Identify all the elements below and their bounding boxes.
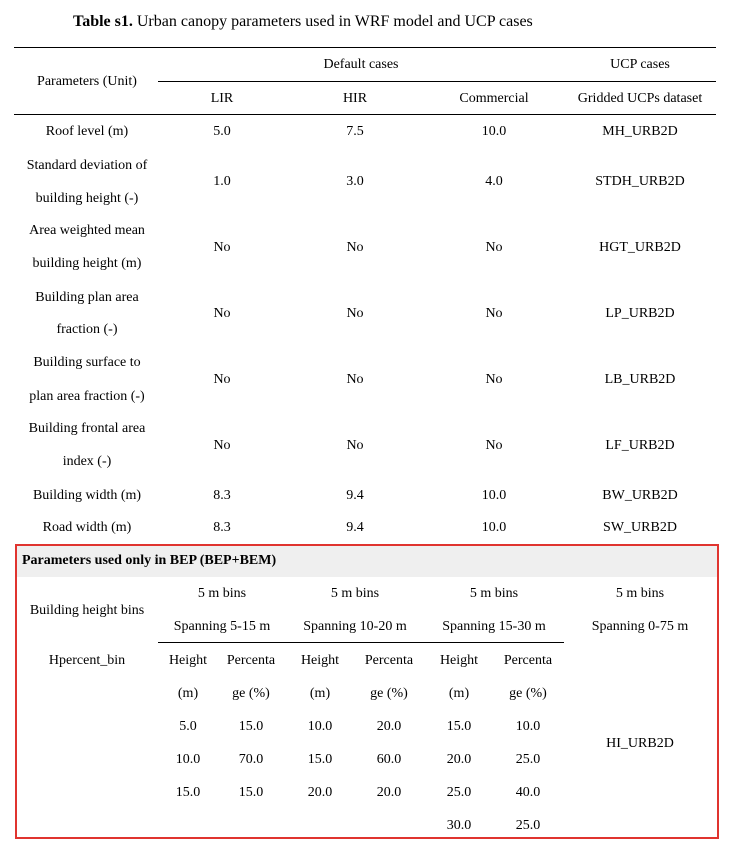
bep-cell: 10.0 (175, 752, 201, 767)
bep-cell: 10.0 (515, 719, 541, 734)
bep-cell: 20.0 (376, 719, 402, 734)
top-rule (14, 47, 716, 48)
param-name: Building frontal area (28, 421, 146, 436)
value-commercial: No (485, 438, 503, 453)
param-name-cont: index (-) (62, 454, 112, 469)
bep-subhead: Percenta (503, 653, 553, 668)
bep-cell: 70.0 (238, 752, 264, 767)
value-hir: 3.0 (346, 174, 364, 189)
column-header-commercial: Commercial (459, 91, 529, 106)
bep-subhead-cont: (m) (448, 686, 470, 701)
table-label: Table s1. (73, 13, 133, 30)
bep-span-hir: Spanning 10-20 m (303, 619, 407, 634)
value-ucp: MH_URB2D (602, 124, 678, 139)
value-hir: 7.5 (346, 124, 364, 139)
bep-subhead-cont: (m) (309, 686, 331, 701)
value-lir: No (213, 438, 231, 453)
bep-subhead-cont: (m) (177, 686, 199, 701)
bep-subhead-cont: ge (%) (370, 686, 408, 701)
bep-cell: 10.0 (307, 719, 333, 734)
value-lir: 8.3 (213, 520, 231, 535)
value-hir: 9.4 (346, 520, 364, 535)
value-lir: 1.0 (213, 174, 231, 189)
value-commercial: No (485, 372, 503, 387)
param-name: Area weighted mean (29, 223, 145, 238)
bep-cell: 25.0 (515, 818, 541, 833)
bep-span-lir: Spanning 5-15 m (173, 619, 271, 634)
bep-cell: 40.0 (515, 785, 541, 800)
bep-hpercent-label: Hpercent_bin (48, 653, 126, 668)
bep-ucp-value: HI_URB2D (606, 736, 674, 751)
bep-bins-lir: 5 m bins (197, 586, 247, 601)
bep-cell: 5.0 (179, 719, 197, 734)
param-name: Building plan area (35, 290, 139, 305)
value-commercial: No (485, 240, 503, 255)
bep-bins-hir: 5 m bins (330, 586, 380, 601)
bep-cell: 60.0 (376, 752, 402, 767)
value-ucp: STDH_URB2D (595, 174, 685, 189)
value-ucp: LB_URB2D (604, 372, 676, 387)
bep-span-ucp: Spanning 0-75 m (591, 619, 689, 634)
value-hir: No (346, 240, 364, 255)
param-name-cont: building height (m) (32, 256, 142, 271)
bep-cell: 25.0 (515, 752, 541, 767)
bep-span-commercial: Spanning 15-30 m (442, 619, 546, 634)
param-name: Road width (m) (42, 520, 132, 535)
value-lir: 8.3 (213, 488, 231, 503)
value-commercial: 10.0 (481, 520, 507, 535)
bep-cell: 15.0 (238, 719, 264, 734)
header-parameters: Parameters (Unit) (37, 74, 137, 89)
param-name: Building width (m) (32, 488, 142, 503)
value-lir: No (213, 306, 231, 321)
bep-subhead: Height (168, 653, 208, 668)
value-commercial: 10.0 (481, 124, 507, 139)
column-header-gridded-ucps: Gridded UCPs dataset (577, 91, 703, 106)
bep-cell: 20.0 (307, 785, 333, 800)
bep-cell: 15.0 (238, 785, 264, 800)
bep-subhead-cont: ge (%) (232, 686, 270, 701)
value-commercial: 4.0 (485, 174, 503, 189)
value-hir: 9.4 (346, 488, 364, 503)
bep-bins-commercial: 5 m bins (469, 586, 519, 601)
bep-subhead: Percenta (364, 653, 414, 668)
bep-subhead: Height (439, 653, 479, 668)
value-ucp: HGT_URB2D (599, 240, 681, 255)
value-ucp: SW_URB2D (603, 520, 677, 535)
bep-section-title: Parameters used only in BEP (BEP+BEM) (22, 553, 277, 568)
value-hir: No (346, 438, 364, 453)
param-name-cont: building height (-) (35, 191, 139, 206)
bep-subhead-cont: ge (%) (509, 686, 547, 701)
value-ucp: BW_URB2D (602, 488, 678, 503)
param-name: Roof level (m) (45, 124, 129, 139)
param-name: Standard deviation of (26, 158, 148, 173)
bep-cell: 25.0 (446, 785, 472, 800)
param-name: Building surface to (33, 355, 141, 370)
table-title (73, 13, 533, 31)
header-default-cases: Default cases (323, 57, 399, 72)
header-subrule (158, 81, 716, 82)
value-ucp: LP_URB2D (605, 306, 675, 321)
value-lir: No (213, 240, 231, 255)
value-hir: No (346, 306, 364, 321)
value-commercial: No (485, 306, 503, 321)
header-ucp-cases: UCP cases (610, 57, 670, 72)
value-commercial: 10.0 (481, 488, 507, 503)
bep-bins-ucp: 5 m bins (615, 586, 665, 601)
table-caption: Urban canopy parameters used in WRF model and UCP cases (136, 13, 533, 30)
bep-cell: 15.0 (446, 719, 472, 734)
bep-cell: 15.0 (175, 785, 201, 800)
bep-cell: 15.0 (307, 752, 333, 767)
header-bottom-rule (14, 114, 716, 115)
bep-cell: 20.0 (446, 752, 472, 767)
bep-subhead: Height (300, 653, 340, 668)
value-ucp: LF_URB2D (605, 438, 675, 453)
value-hir: No (346, 372, 364, 387)
bep-bins-label: Building height bins (29, 603, 145, 618)
value-lir: 5.0 (213, 124, 231, 139)
bep-subhead: Percenta (226, 653, 276, 668)
param-name-cont: fraction (-) (56, 322, 118, 337)
bep-cell: 30.0 (446, 818, 472, 833)
value-lir: No (213, 372, 231, 387)
param-name-cont: plan area fraction (-) (29, 389, 145, 404)
bep-cell: 20.0 (376, 785, 402, 800)
column-header-hir: HIR (342, 91, 368, 106)
column-header-lir: LIR (210, 91, 234, 106)
